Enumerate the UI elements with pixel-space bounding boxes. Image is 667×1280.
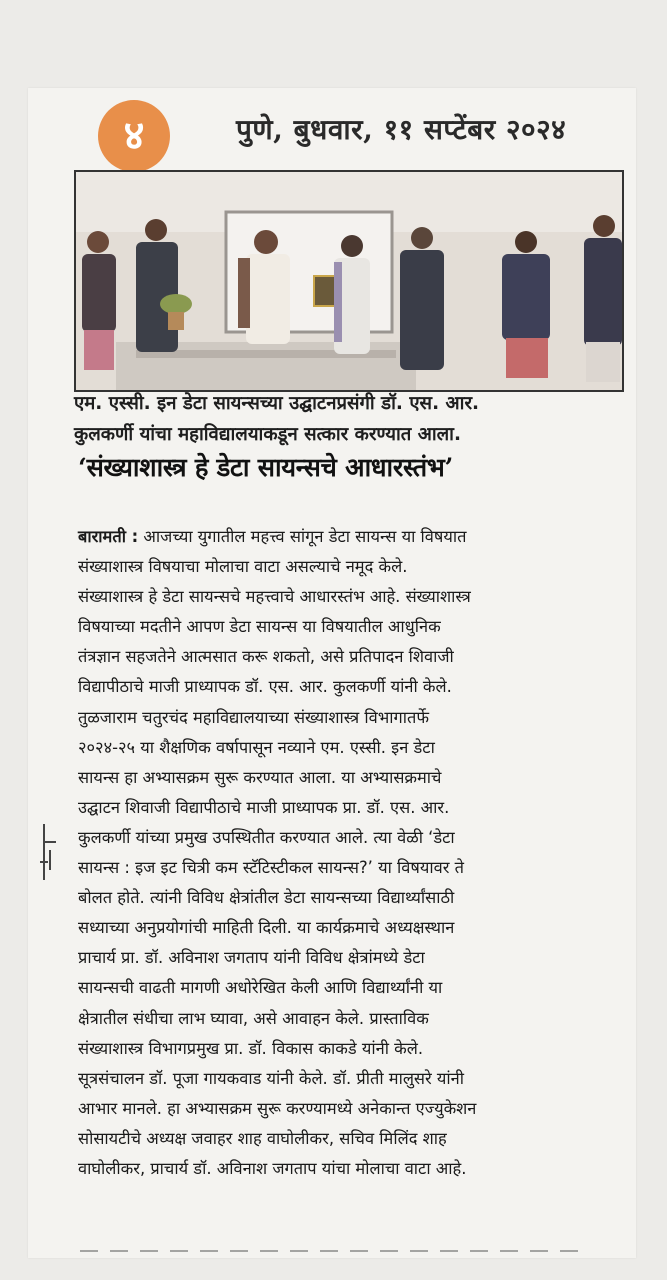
article-line: २०२४-२५ या शैक्षणिक वर्षापासून नव्याने एम. एस्सी. इन डेटा [78,737,435,757]
page-number: ४ [123,113,145,159]
article-line: संख्याशास्त्र विषयाचा मोलाचा वाटा असल्याचे नमूद केले. [78,557,408,577]
article-line: संख्याशास्त्र विभागप्रमुख प्रा. डॉ. विकास काकडे यांनी केले. [78,1038,424,1058]
article-line: क्षेत्रातील संधीचा लाभ घ्यावा, असे आवाहन केले. प्रास्ताविक [78,1008,429,1028]
article-line: तुळजाराम चतुरचंद महाविद्यालयाच्या संख्याशास्त्र विभागातर्फे [78,707,429,727]
article-line: प्राचार्य प्रा. डॉ. अविनाश जगताप यांनी विविध क्षेत्रांमध्ये डेटा [78,948,425,968]
article-line: तंत्रज्ञान सहजतेने आत्मसात करू शकतो, असे प्रतिपादन शिवाजी [78,647,454,667]
article-line [78,522,618,552]
article-line-text: आजच्या युगातील महत्त्व सांगून डेटा सायन्स या विषयात [138,527,467,546]
event-photo [74,170,624,392]
page-edge-divider [80,1250,580,1252]
article-line: कुलकर्णी यांच्या प्रमुख उपस्थितीत करण्यात आले. त्या वेळी ‘डेटा [78,827,455,847]
article-line: संख्याशास्त्र हे डेटा सायन्सचे महत्त्वाचे आधारस्तंभ आहे. संख्याशास्त्र [78,587,471,607]
headline: ‘संख्याशास्त्र हे डेटा सायन्सचे आधारस्तंभ’ [78,453,454,483]
article-line: विद्यापीठाचे माजी प्राध्यापक डॉ. एस. आर. कुलकर्णी यांनी केले. [78,677,452,697]
caption-line: कुलकर्णी यांचा महाविद्यालयाकडून सत्कार करण्यात आला. [74,424,461,445]
article-line: विषयाच्या मदतीने आपण डेटा सायन्स या विषयातील आधुनिक [78,617,441,637]
article-line: सायन्सची वाढती मागणी अधोरेखित केली आणि विद्यार्थ्यांनी या [78,978,443,998]
article-line: आभार मानले. हा अभ्यासक्रम सुरू करण्यामध्ये अनेकान्त एज्युकेशन [78,1098,477,1118]
dateline: पुणे, बुधवार, ११ सप्टेंबर २०२४ [236,113,567,146]
place-name: बारामती : [78,527,139,546]
article-line: वाघोलीकर, प्राचार्य डॉ. अविनाश जगताप यांचा मोलाचा वाटा आहे. [78,1158,467,1178]
article-line: सूत्रसंचालन डॉ. पूजा गायकवाड यांनी केले. डॉ. प्रीती मालुसरे यांनी [78,1068,465,1088]
article-body [78,522,618,1184]
article-line: बोलत होते. त्यांनी विविध क्षेत्रांतील डेटा सायन्सच्या विद्यार्थ्यांसाठी [78,888,455,908]
caption-line: एम. एस्सी. इन डेटा सायन्सच्या उद्घाटनप्रसंगी डॉ. एस. आर. [74,393,480,414]
article-line: सध्याच्या अनुप्रयोगांची माहिती दिली. या कार्यक्रमाचे अध्यक्षस्थान [78,918,455,938]
page-number-badge [98,100,170,172]
event-photo-illustration [76,172,622,390]
photo-caption [74,388,634,450]
article-line: सायन्स हा अभ्यासक्रम सुरू करण्यात आला. या अभ्यासक्रमाचे [78,767,442,787]
article-line: सायन्स : इज इट चित्री कम स्टॅटिस्टीकल सायन्स?’ या विषयावर ते [78,858,464,878]
article-line: सोसायटीचे अध्यक्ष जवाहर शाह वाघोलीकर, सचिव मिलिंद शाह [78,1128,447,1148]
margin-mark-icon [36,822,60,882]
article-line: उद्घाटन शिवाजी विद्यापीठाचे माजी प्राध्यापक प्रा. डॉ. एस. आर. [78,797,450,817]
